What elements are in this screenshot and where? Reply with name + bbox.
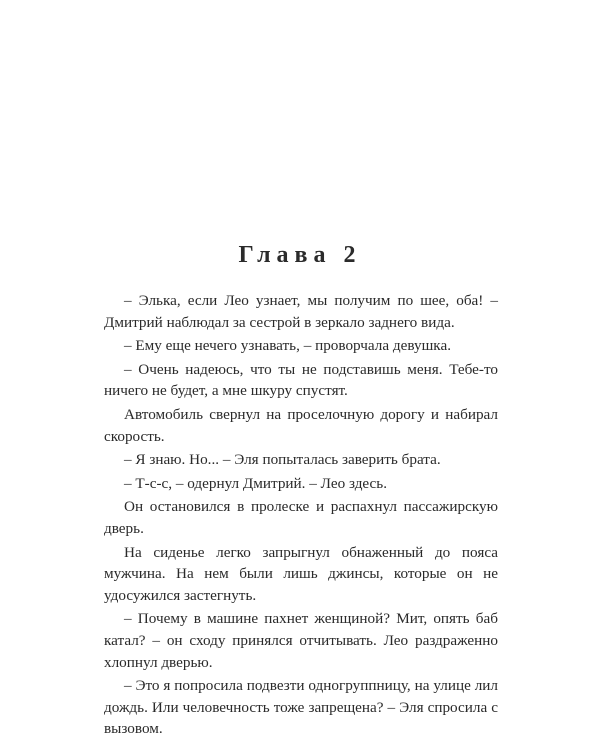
paragraph: – Это я попросила подвезти одногруппницу, на улице лил дождь. Или человечность тоже запрещена? – Эля спросила с вызовом. bbox=[104, 677, 498, 738]
paragraph: На сиденье легко запрыгнул обнаженный до пояса мужчина. На нем были лишь джинсы, которые он не удосужился застегнуть. bbox=[104, 543, 498, 604]
paragraph: Автомобиль свернул на проселочную дорогу и набирал скорость. bbox=[104, 405, 498, 445]
paragraph: Он остановился в пролеске и распахнул пассажирскую дверь. bbox=[104, 498, 498, 537]
chapter-title: Глава 2 bbox=[238, 242, 362, 268]
paragraph: – Очень надеюсь, что ты не подставишь меня. Тебе-то ничего не будет, а мне шкуру спустят. bbox=[104, 360, 498, 400]
chapter-body bbox=[104, 290, 498, 742]
paragraph: – Элька, если Лео узнает, мы получим по шее, оба! – Дмитрий наблюдал за сестрой в зеркало заднего вида. bbox=[104, 292, 498, 331]
paragraph: – Я знаю. Но... – Эля попыталась заверить брата. bbox=[124, 451, 441, 469]
paragraph: – Почему в машине пахнет женщиной? Мит, опять баб катал? – он сходу принялся отчитывать. Лео раздраженно хлопнул дверью. bbox=[104, 610, 498, 671]
paragraph: – Ему еще нечего узнавать, – проворчала девушка. bbox=[124, 337, 451, 355]
paragraph: – Т-с-с, – одернул Дмитрий. – Лео здесь. bbox=[124, 474, 388, 492]
